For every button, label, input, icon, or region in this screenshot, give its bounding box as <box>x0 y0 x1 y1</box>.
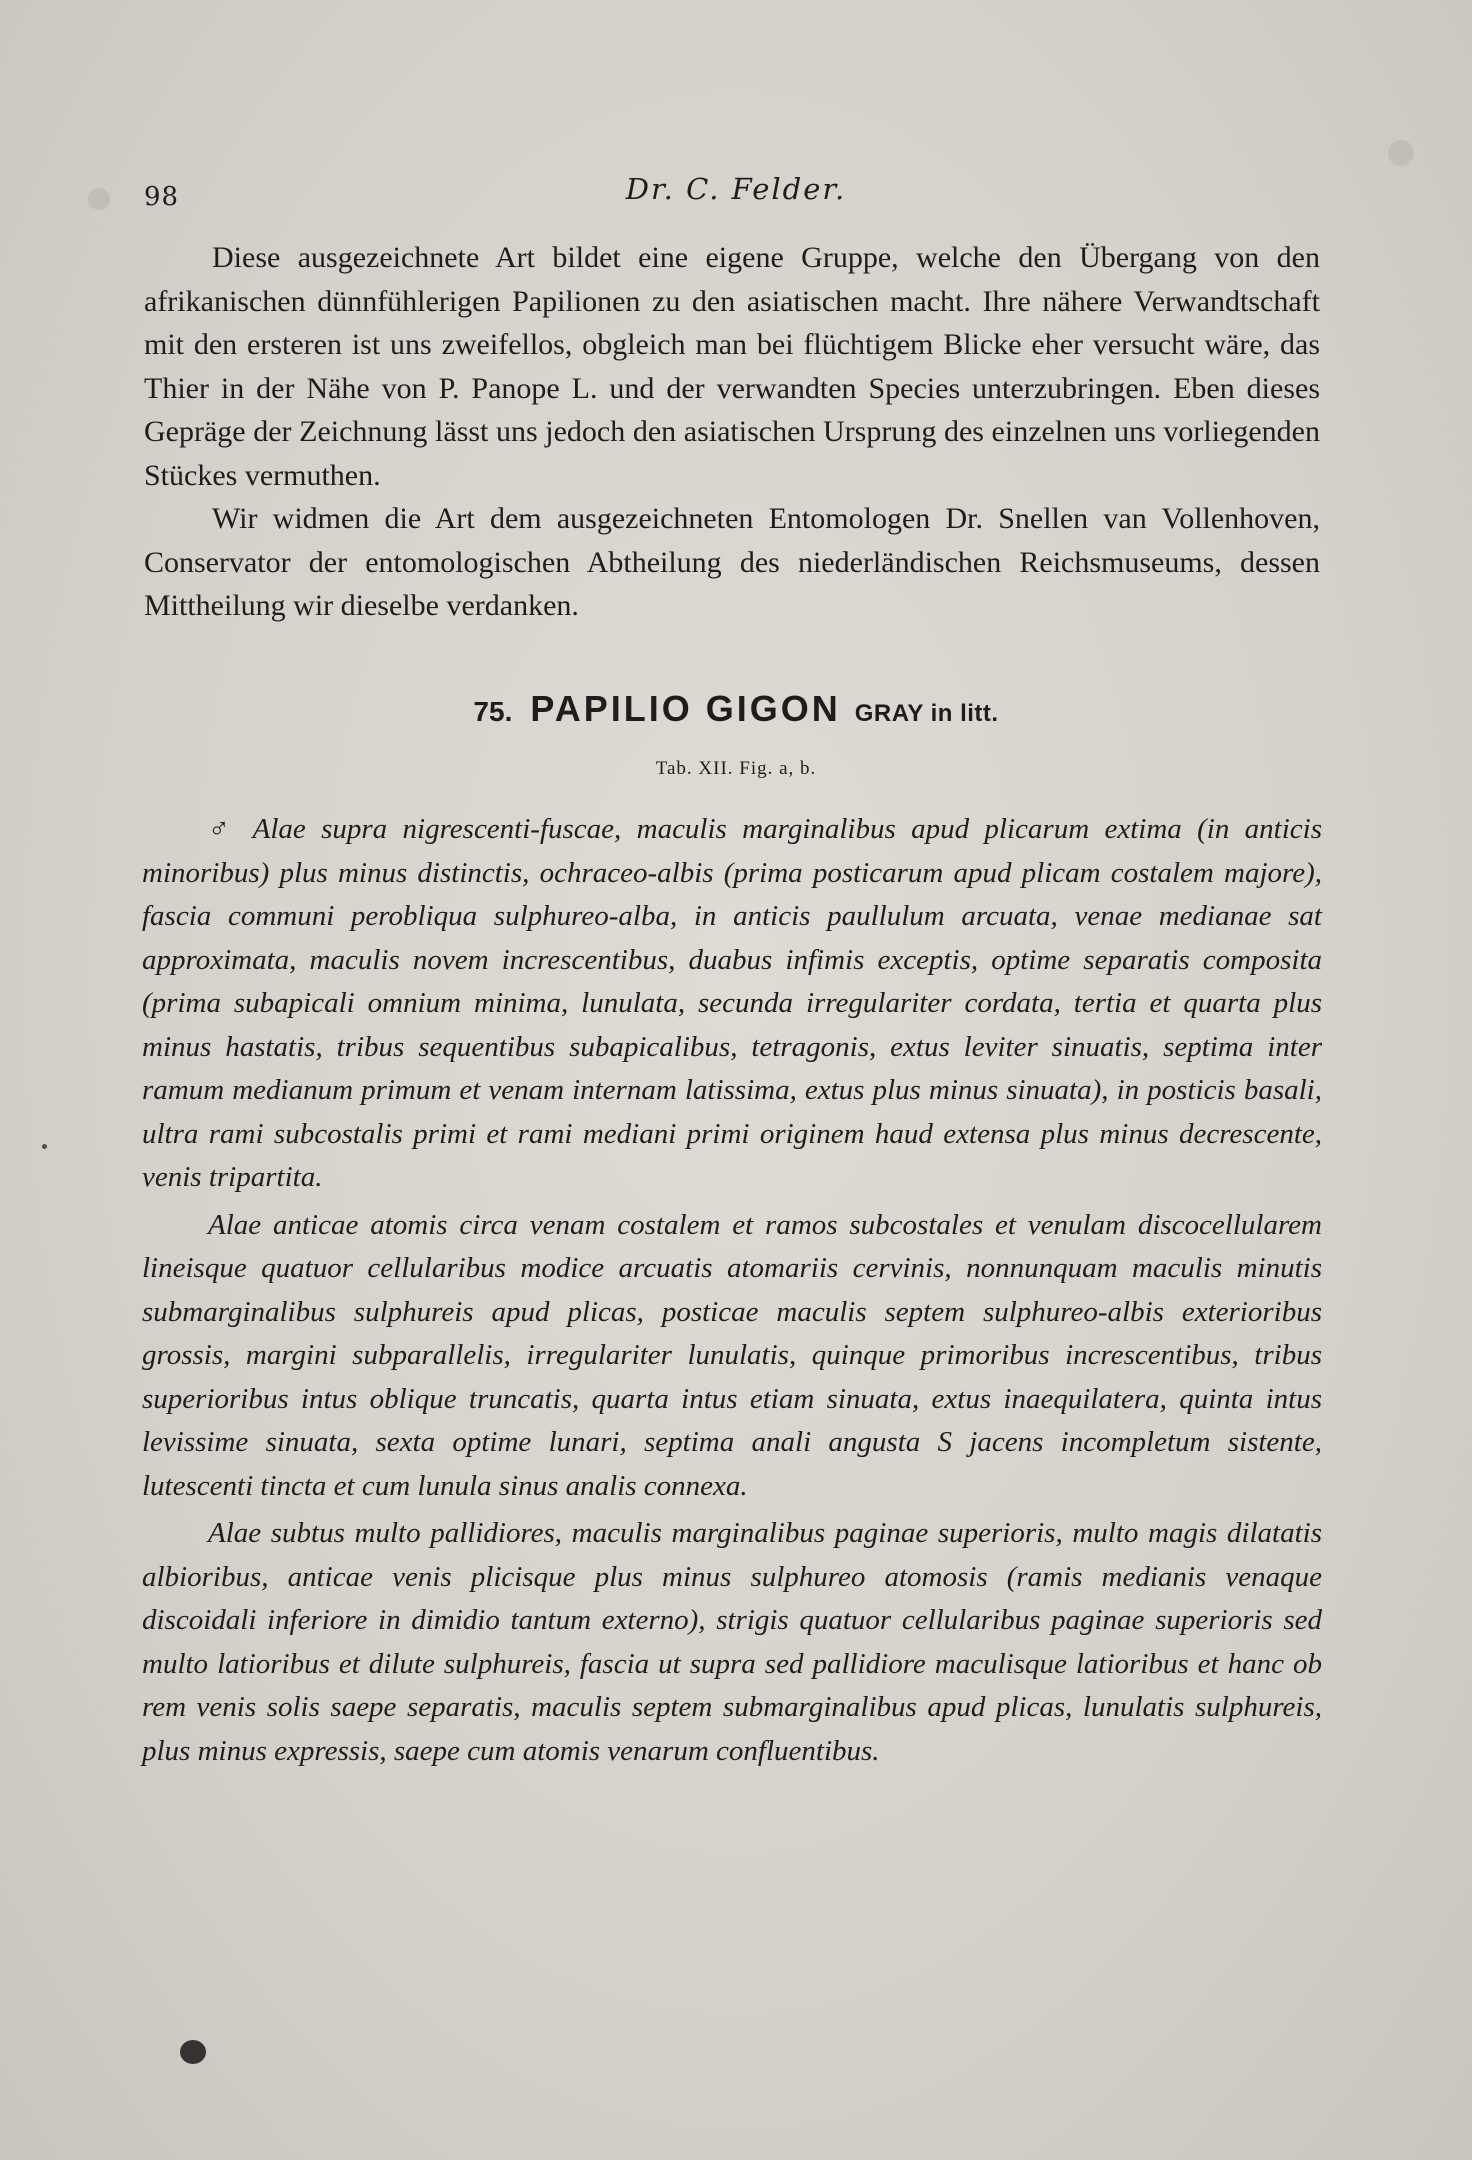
species-number: 75. <box>473 696 513 727</box>
ink-spot <box>180 2040 206 2064</box>
description-paragraph: Alae anticae atomis circa venam costalem et ramos subcostales et venulam discocellularem lineisque quatuor cellularibus modice arcuatis atomariis cervinis, nonnunquam maculis minutis submarginalibus sulphureis apud plicas, posticae maculis septem sulphureo-albis exterioribus grossis, margini subparallelis, irregulariter lunulatis, quinque primoribus increscentibus, tribus superioribus intus oblique truncatis, quarta intus etiam sinuata, extus inaequilatera, quinta intus levissime sinuata, sexta optime lunari, septima anali angusta S jacens incompletum sistente, lutescenti tincta et cum lunula sinus analis connexa. <box>142 1208 1322 1502</box>
latin-description <box>142 808 1322 1777</box>
intro-text <box>144 236 1320 628</box>
species-author: GRAY in litt. <box>854 700 999 727</box>
description-paragraph: Alae subtus multo pallidiores, maculis marginalibus paginae superioris, multo magis dilatatis albioribus, anticae venis plicisque plus minus sulphureo atomosis (ramis medianis venaque discoidali inferiore in dimidio tantum externo), strigis quatuor cellularibus paginae superioris sed multo latioribus et dilute sulphureis, fascia ut supra sed pallidiore maculisque latioribus et hanc ob rem venis solis saepe separatis, maculis septem submarginalibus apud plicas, lunulatis sulphureis, plus minus expressis, saepe cum atomis venarum confluentibus. <box>142 1517 1322 1767</box>
species-name: PAPILIO GIGON <box>530 688 841 729</box>
description-paragraph: ♂ Alae supra nigrescenti-fuscae, maculis marginalibus apud plicarum extima (in anticis minoribus) plus minus distinctis, ochraceo-albis (prima posticarum apud plicam costalem majore), fascia communi perobliqua sulphureo-alba, in anticis paullulum arcuata, venae medianae sat approximata, maculis novem increscentibus, duabus infimis exceptis, optime separatis composita (prima subapicali omnium minima, lunulata, secunda irregulariter cordata, tertia et quarta plus minus hastatis, tribus sequentibus subapicalibus, tetragonis, extus leviter sinuatis, septima inter ramum medianum primum et venam internam latissima, extus plus minus sinuata), in posticis basali, ultra rami subcostalis primi et rami mediani primi originem haud extensa plus minus decrescente, venis tripartita. <box>142 813 1322 1193</box>
page-header <box>0 172 1472 222</box>
page-number: 98 <box>144 182 180 212</box>
ink-spot <box>1388 140 1414 166</box>
plate-reference: Tab. XII. Fig. a, b. <box>655 758 817 779</box>
species-heading <box>0 688 1472 730</box>
intro-paragraph: Diese ausgezeichnete Art bildet eine eigene Gruppe, welche den Übergang von den afrikanischen dünnfühlerigen Papilionen zu den asiatischen macht. Ihre nähere Verwandtschaft mit den ersteren ist uns zweifellos, obgleich man bei flüchtigem Blicke eher versucht wäre, das Thier in der Nähe von P. Panope L. und der verwandten Species unterzubringen. Eben dieses Gepräge der Zeichnung lässt uns jedoch den asiatischen Ursprung des einzelnen uns vorliegenden Stückes vermuthen. <box>144 241 1320 492</box>
intro-paragraph: Wir widmen die Art dem ausgezeichneten Entomologen Dr. Snellen van Vollenhoven, Conservator der entomologischen Abtheilung des niederländischen Reichsmuseums, dessen Mittheilung wir dieselbe verdanken. <box>144 502 1320 622</box>
ink-spot <box>42 1144 47 1149</box>
running-head: Dr. C. Felder. <box>625 172 847 206</box>
